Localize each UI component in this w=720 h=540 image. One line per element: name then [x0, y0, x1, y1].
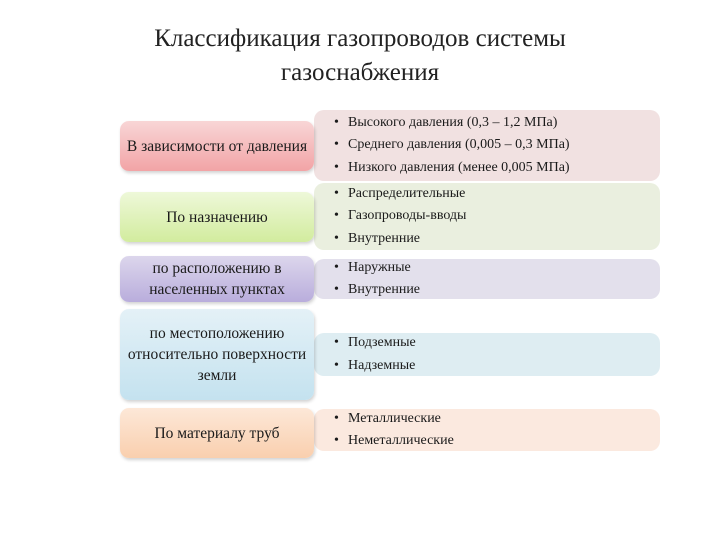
bullet-icon: • [334, 230, 339, 246]
bullet-icon: • [334, 282, 339, 297]
category-label: По материалу труб [154, 424, 280, 442]
list-item: • Надземные [334, 355, 660, 378]
list-item: • Распределительные [334, 183, 660, 206]
list-item: • Подземные [334, 332, 660, 355]
bullet-icon: • [334, 410, 339, 426]
list-item: • Высокого давления (0,3 – 1,2 МПа) [334, 112, 660, 135]
bullet-icon: • [334, 185, 339, 201]
list-item: • Металлические [334, 408, 660, 431]
bullet-icon: • [334, 137, 339, 153]
page-title [0, 22, 720, 90]
category-box-pressure [120, 121, 314, 171]
bullet-icon: • [334, 335, 339, 350]
category-box-material [120, 408, 314, 458]
category-label: В зависимости от давления [126, 137, 308, 155]
bullet-icon: • [334, 357, 339, 373]
items-panel-ground-position [314, 333, 660, 376]
bullet-icon: • [334, 114, 339, 130]
list-item: • Внутренние [334, 279, 660, 302]
title-line-1: Классификация газопроводов системы [154, 25, 566, 52]
bullet-icon: • [334, 208, 339, 224]
title-line-2: газоснабжения [280, 59, 440, 86]
list-item: • Газопроводы-вводы [334, 205, 660, 228]
bullet-icon: • [334, 259, 339, 275]
items-panel-location [314, 259, 660, 299]
items-panel-pressure [314, 110, 660, 181]
list-item: • Неметаллические [334, 430, 660, 453]
list-item: • Низкого давления (менее 0,005 МПа) [334, 157, 660, 180]
category-label: по местоположению относительно поверхности земли [127, 325, 307, 384]
category-box-location [120, 256, 314, 302]
items-panel-material [314, 409, 660, 451]
list-item: • Среднего давления (0,005 – 0,3 МПа) [334, 134, 660, 157]
category-box-purpose [120, 192, 314, 242]
category-box-ground-position [120, 309, 314, 400]
bullet-icon: • [334, 159, 339, 175]
list-item: • Наружные [334, 257, 660, 280]
category-label: по расположению в населенных пунктах [149, 260, 285, 298]
bullet-icon: • [334, 433, 339, 448]
items-panel-purpose [314, 183, 660, 250]
category-label: По назначению [166, 208, 268, 226]
list-item: • Внутренние [334, 228, 660, 251]
